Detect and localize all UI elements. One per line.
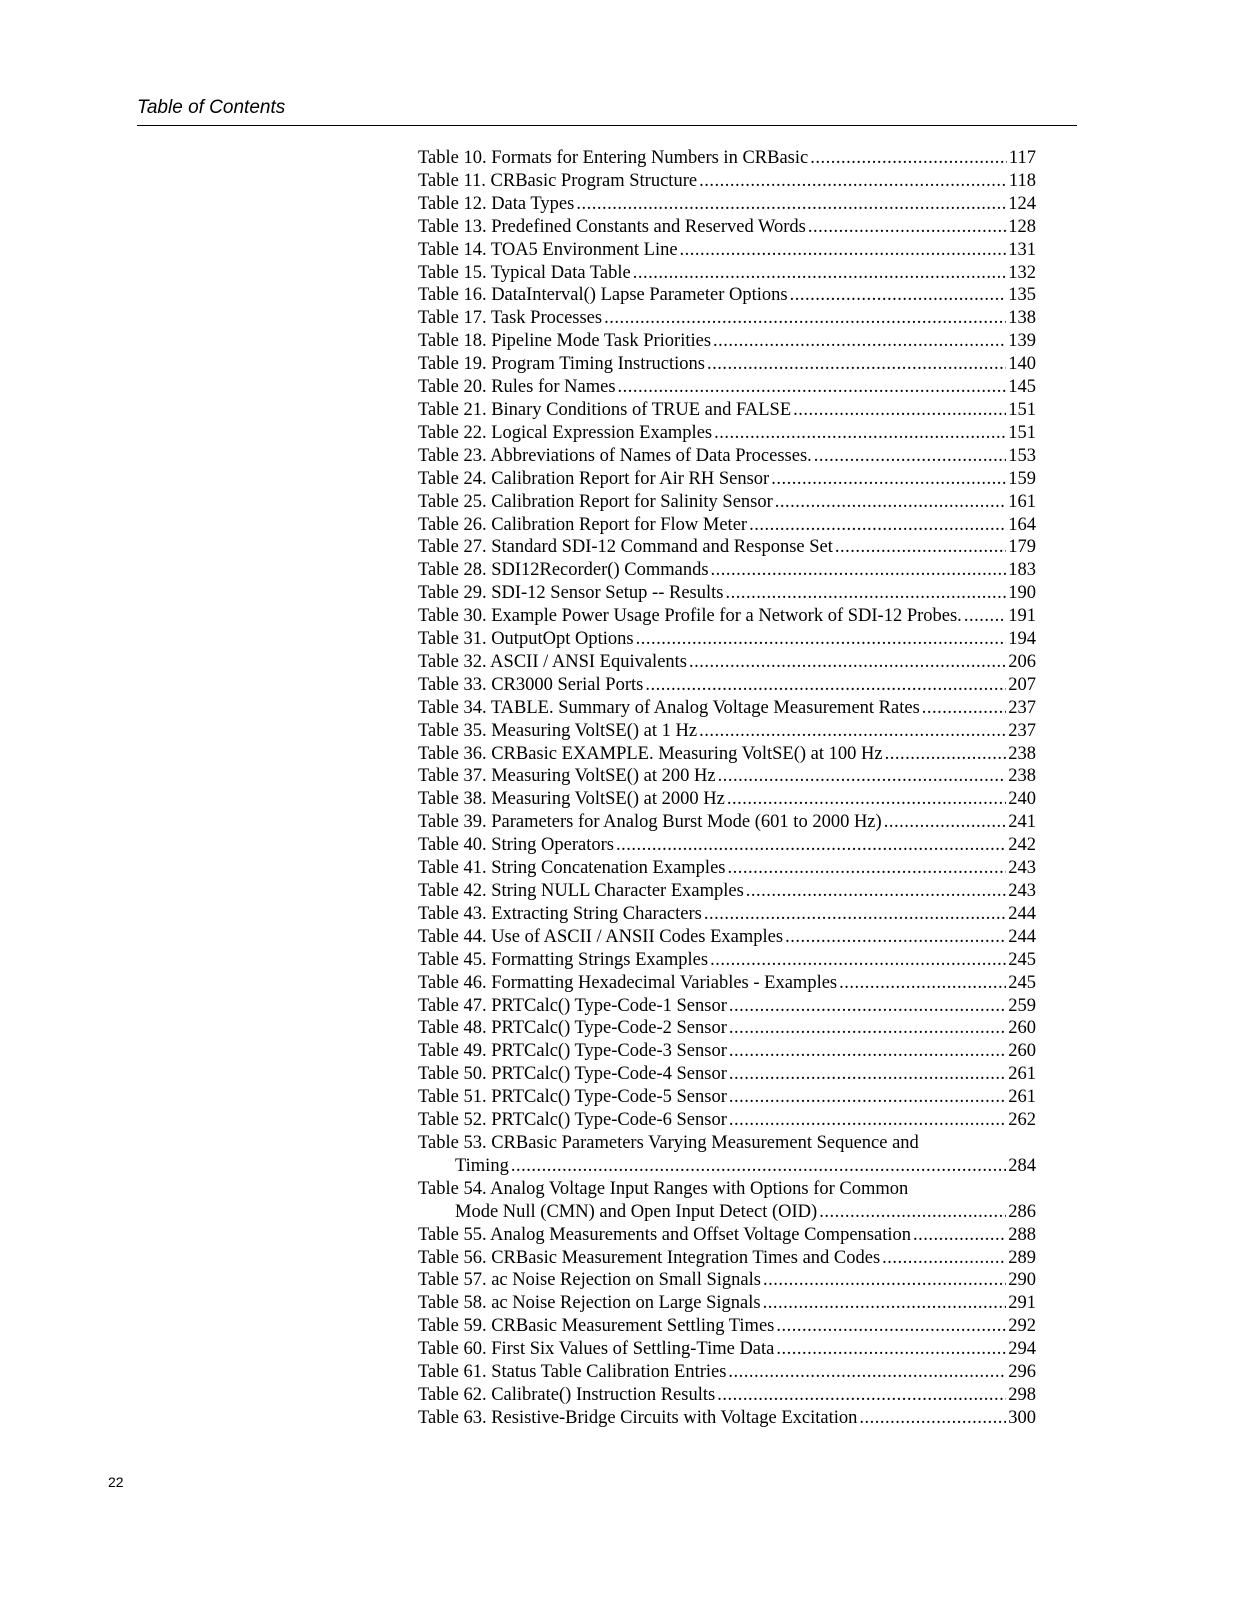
toc-entry[interactable] [418, 1407, 1036, 1430]
toc-entry-page: 238 [1008, 743, 1036, 764]
toc-entry-label: Table 25. Calibration Report for Salinity Sensor [418, 491, 773, 512]
dot-leader [713, 330, 1006, 353]
toc-entry-label: Table 22. Logical Expression Examples [418, 422, 713, 443]
toc-entry-page: 296 [1008, 1362, 1036, 1383]
toc-entry-page: 240 [1008, 789, 1036, 810]
toc-entry[interactable] [418, 445, 1036, 468]
toc-entry-page: 164 [1008, 514, 1036, 535]
toc-entry-page: 161 [1008, 491, 1036, 512]
dot-leader [711, 559, 1007, 582]
toc-entry-page: 131 [1008, 239, 1036, 260]
dot-leader [636, 628, 1007, 651]
toc-entry-page: 237 [1008, 720, 1036, 741]
toc-entry-label: Table 30. Example Power Usage Profile for a Network of SDI-12 Probes. [418, 606, 962, 627]
toc-entry[interactable] [418, 239, 1036, 262]
dot-leader [618, 376, 1007, 399]
toc-entry[interactable] [418, 857, 1036, 880]
toc-entry[interactable] [418, 1315, 1036, 1338]
toc-entry[interactable] [418, 330, 1036, 353]
toc-entry[interactable] [418, 765, 1036, 788]
toc-entry[interactable] [418, 743, 1036, 766]
dot-leader [913, 1224, 1006, 1247]
toc-entry-page: 207 [1008, 674, 1036, 695]
toc-entry-label: Table 37. Measuring VoltSE() at 200 Hz [418, 766, 716, 787]
dot-leader [746, 880, 1006, 903]
page-number: 22 [108, 1474, 124, 1490]
toc-entry-page: 289 [1008, 1247, 1036, 1268]
toc-entry[interactable] [418, 1017, 1036, 1040]
toc-entry[interactable] [418, 216, 1036, 239]
dot-leader [810, 147, 1007, 170]
toc-entry-label: Table 38. Measuring VoltSE() at 2000 Hz [418, 789, 725, 810]
toc-entry-page: 140 [1008, 354, 1036, 375]
toc-entry-label: Table 10. Formats for Entering Numbers in CRBasic [418, 148, 809, 168]
dot-leader [717, 1384, 1006, 1407]
toc-entry-label: Table 27. Standard SDI-12 Command and Response Set [418, 537, 833, 558]
dot-leader [839, 972, 1006, 995]
dot-leader [771, 468, 1006, 491]
toc-entry-page: 194 [1008, 629, 1036, 650]
toc-entry[interactable] [418, 834, 1036, 857]
toc-entry-label: Table 14. TOA5 Environment Line [418, 239, 678, 260]
dot-leader [835, 536, 1006, 559]
toc-entry[interactable] [418, 536, 1036, 559]
toc-entry-page: 284 [1008, 1155, 1036, 1176]
dot-leader [710, 949, 1006, 972]
toc-entry-label: Table 49. PRTCalc() Type-Code-3 Sensor [418, 1041, 727, 1062]
dot-leader [785, 926, 1006, 949]
toc-entry-label-continued: Timing [455, 1155, 509, 1176]
dot-leader [714, 422, 1006, 445]
toc-entry[interactable] [418, 1269, 1036, 1292]
toc-entry-label: Table 53. CRBasic Parameters Varying Measurement Sequence and [418, 1132, 919, 1153]
toc-entry-page: 243 [1008, 858, 1036, 879]
dot-leader [604, 307, 1006, 330]
toc-entry-label: Table 47. PRTCalc() Type-Code-1 Sensor [418, 995, 727, 1016]
toc-entry[interactable] [418, 811, 1036, 834]
toc-entry[interactable] [418, 376, 1036, 399]
toc-entry-page: 128 [1008, 216, 1036, 237]
table-of-contents-list [418, 147, 1036, 1430]
toc-entry[interactable] [418, 628, 1036, 651]
page-header [137, 97, 1077, 126]
toc-entry[interactable] [418, 1040, 1036, 1063]
dot-leader [964, 605, 1006, 628]
dot-leader [576, 193, 1006, 216]
toc-entry[interactable] [418, 1178, 1036, 1224]
dot-leader [729, 1040, 1006, 1063]
toc-entry-label: Table 63. Resistive-Bridge Circuits with Voltage Excitation [418, 1407, 858, 1428]
dot-leader [729, 1017, 1006, 1040]
toc-entry-label: Table 33. CR3000 Serial Ports [418, 674, 644, 695]
toc-entry-page: 288 [1008, 1224, 1036, 1245]
toc-entry-label: Table 16. DataInterval() Lapse Parameter Options [418, 285, 788, 306]
toc-entry[interactable] [418, 1338, 1036, 1361]
toc-entry[interactable] [418, 949, 1036, 972]
toc-entry-page: 261 [1008, 1064, 1036, 1085]
toc-entry[interactable] [418, 353, 1036, 376]
toc-entry-label: Table 28. SDI12Recorder() Commands [418, 560, 709, 581]
toc-entry-page: 190 [1008, 583, 1036, 604]
toc-entry[interactable] [418, 1247, 1036, 1270]
dot-leader [704, 903, 1006, 926]
toc-entry[interactable] [418, 399, 1036, 422]
toc-entry-page: 179 [1008, 537, 1036, 558]
toc-entry-label: Table 55. Analog Measurements and Offset Voltage Compensation [418, 1224, 911, 1245]
dot-leader [616, 834, 1006, 857]
toc-entry-page: 260 [1008, 1018, 1036, 1039]
dot-leader [776, 1338, 1006, 1361]
toc-entry-label: Table 59. CRBasic Measurement Settling Times [418, 1316, 775, 1337]
toc-entry-page: 300 [1008, 1407, 1036, 1428]
toc-entry[interactable] [418, 1086, 1036, 1109]
toc-entry-page: 238 [1008, 766, 1036, 787]
toc-entry-page: 298 [1008, 1384, 1036, 1405]
toc-entry-label: Table 57. ac Noise Rejection on Small Signals [418, 1270, 761, 1291]
toc-entry-label: Table 15. Typical Data Table [418, 262, 631, 283]
toc-entry[interactable] [418, 1063, 1036, 1086]
toc-entry-page: 291 [1008, 1293, 1036, 1314]
toc-entry-label: Table 12. Data Types [418, 193, 575, 214]
toc-entry[interactable] [418, 1361, 1036, 1384]
toc-entry[interactable] [418, 697, 1036, 720]
dot-leader [680, 239, 1007, 262]
toc-entry-label: Table 56. CRBasic Measurement Integration Times and Codes [418, 1247, 881, 1268]
toc-entry-page: 292 [1008, 1316, 1036, 1337]
dot-leader [511, 1155, 1006, 1178]
toc-entry-label: Table 50. PRTCalc() Type-Code-4 Sensor [418, 1064, 727, 1085]
dot-leader [790, 284, 1007, 307]
toc-entry[interactable] [418, 582, 1036, 605]
toc-entry-page: 145 [1008, 377, 1036, 398]
toc-entry-page: 241 [1008, 812, 1036, 833]
toc-entry[interactable] [418, 1109, 1036, 1132]
toc-entry-label: Table 21. Binary Conditions of TRUE and FALSE [418, 399, 792, 420]
toc-entry-page: 261 [1008, 1087, 1036, 1108]
toc-entry-label: Table 26. Calibration Report for Flow Meter [418, 514, 748, 535]
toc-entry-page: 259 [1008, 995, 1036, 1016]
toc-entry-label: Table 42. String NULL Character Examples [418, 881, 744, 901]
toc-entry-label: Table 61. Status Table Calibration Entries [418, 1362, 727, 1383]
toc-entry[interactable] [418, 995, 1036, 1018]
toc-entry-label: Table 41. String Concatenation Examples [418, 858, 726, 879]
dot-leader [727, 788, 1006, 811]
toc-entry-label: Table 48. PRTCalc() Type-Code-2 Sensor [418, 1018, 727, 1039]
toc-entry-label: Table 19. Program Timing Instructions [418, 354, 705, 375]
toc-entry-page: 118 [1008, 170, 1036, 191]
toc-entry[interactable] [418, 605, 1036, 628]
toc-entry[interactable] [418, 491, 1036, 514]
toc-entry[interactable] [418, 170, 1036, 193]
dot-leader [884, 811, 1007, 834]
dot-leader [729, 1109, 1006, 1132]
dot-leader [763, 1292, 1007, 1315]
toc-entry-page: 159 [1008, 468, 1036, 489]
toc-entry[interactable] [418, 1384, 1036, 1407]
toc-entry-page: 135 [1008, 285, 1036, 306]
toc-entry-label: Table 52. PRTCalc() Type-Code-6 Sensor [418, 1110, 727, 1131]
toc-entry-label: Table 36. CRBasic EXAMPLE. Measuring VoltSE() at 100 Hz [418, 743, 883, 764]
dot-leader [729, 1063, 1006, 1086]
toc-entry-page: 138 [1008, 308, 1036, 329]
toc-entry[interactable] [418, 651, 1036, 674]
header-title: Table of Contents [137, 97, 286, 118]
toc-entry-label: Table 40. String Operators [418, 835, 614, 856]
dot-leader [707, 353, 1006, 376]
toc-entry-label: Table 29. SDI-12 Sensor Setup -- Results [418, 583, 724, 604]
dot-leader [729, 1086, 1006, 1109]
toc-entry-page: 237 [1008, 697, 1036, 718]
toc-entry[interactable] [418, 284, 1036, 307]
toc-entry[interactable] [418, 193, 1036, 216]
dot-leader [633, 262, 1007, 285]
toc-entry-label: Table 45. Formatting Strings Examples [418, 949, 709, 970]
toc-entry-page: 191 [1008, 606, 1036, 627]
dot-leader [793, 399, 1006, 422]
toc-entry-page: 117 [1008, 148, 1036, 168]
dot-leader [727, 857, 1006, 880]
toc-entry-label: Table 62. Calibrate() Instruction Results [418, 1384, 716, 1405]
toc-entry-page: 132 [1008, 262, 1036, 283]
toc-entry[interactable] [418, 559, 1036, 582]
toc-entry-label: Table 46. Formatting Hexadecimal Variables - Examples [418, 972, 838, 993]
toc-entry-label: Table 23. Abbreviations of Names of Data Processes. [418, 445, 812, 466]
toc-entry[interactable] [418, 514, 1036, 537]
toc-entry[interactable] [418, 1132, 1036, 1178]
dot-leader [699, 170, 1007, 193]
toc-entry-label: Table 18. Pipeline Mode Task Priorities [418, 331, 712, 352]
toc-entry-page: 294 [1008, 1339, 1036, 1360]
toc-entry-label: Table 20. Rules for Names [418, 377, 616, 398]
toc-entry-page: 183 [1008, 560, 1036, 581]
toc-entry-label: Table 34. TABLE. Summary of Analog Voltage Measurement Rates [418, 697, 920, 718]
dot-leader [882, 1247, 1006, 1270]
toc-entry[interactable] [418, 720, 1036, 743]
toc-entry-page: 242 [1008, 835, 1036, 856]
dot-leader [814, 445, 1006, 468]
dot-leader [776, 1315, 1006, 1338]
toc-entry-page: 290 [1008, 1270, 1036, 1291]
toc-entry-label: Table 13. Predefined Constants and Reserved Words [418, 216, 806, 237]
dot-leader [718, 765, 1007, 788]
toc-entry-label: Table 39. Parameters for Analog Burst Mode (601 to 2000 Hz) [418, 812, 882, 833]
toc-entry-label: Table 24. Calibration Report for Air RH Sensor [418, 468, 770, 489]
dot-leader [729, 995, 1006, 1018]
toc-entry-page: 139 [1008, 331, 1036, 352]
toc-entry[interactable] [418, 147, 1036, 170]
toc-entry-label: Table 54. Analog Voltage Input Ranges with Options for Common [418, 1178, 909, 1199]
toc-entry[interactable] [418, 1224, 1036, 1247]
dot-leader [808, 216, 1006, 239]
dot-leader [859, 1407, 1006, 1430]
toc-entry[interactable] [418, 422, 1036, 445]
toc-entry-label-continued: Mode Null (CMN) and Open Input Detect (OID) [455, 1201, 818, 1222]
toc-entry-label: Table 58. ac Noise Rejection on Large Signals [418, 1293, 761, 1314]
dot-leader [775, 491, 1006, 514]
toc-entry-label: Table 32. ASCII / ANSI Equivalents [418, 651, 687, 672]
dot-leader [885, 743, 1007, 766]
toc-entry-label: Table 44. Use of ASCII / ANSII Codes Examples [418, 926, 784, 947]
toc-entry-page: 151 [1008, 422, 1036, 443]
toc-entry-page: 244 [1008, 926, 1036, 947]
toc-entry-page: 153 [1008, 445, 1036, 466]
toc-entry-label: Table 43. Extracting String Characters [418, 903, 702, 924]
toc-entry-page: 244 [1008, 903, 1036, 924]
toc-entry[interactable] [418, 262, 1036, 285]
toc-entry-page: 245 [1008, 972, 1036, 993]
dot-leader [819, 1201, 1006, 1224]
toc-entry[interactable] [418, 674, 1036, 697]
dot-leader [699, 720, 1006, 743]
toc-entry[interactable] [418, 903, 1036, 926]
toc-entry-page: 260 [1008, 1041, 1036, 1062]
toc-entry-page: 124 [1008, 193, 1036, 214]
toc-entry[interactable] [418, 307, 1036, 330]
toc-entry[interactable] [418, 788, 1036, 811]
toc-entry-page: 151 [1008, 399, 1036, 420]
dot-leader [725, 582, 1006, 605]
dot-leader [749, 514, 1006, 537]
toc-entry-label: Table 35. Measuring VoltSE() at 1 Hz [418, 720, 698, 741]
dot-leader [689, 651, 1006, 674]
toc-entry-page: 243 [1008, 881, 1036, 901]
toc-entry[interactable] [418, 1292, 1036, 1315]
toc-entry-page: 262 [1008, 1110, 1036, 1131]
toc-entry-page: 206 [1008, 651, 1036, 672]
toc-entry[interactable] [418, 926, 1036, 949]
dot-leader [922, 697, 1006, 720]
dot-leader [645, 674, 1006, 697]
toc-entry-label: Table 31. OutputOpt Options [418, 629, 634, 650]
toc-entry[interactable] [418, 468, 1036, 491]
toc-entry-label: Table 51. PRTCalc() Type-Code-5 Sensor [418, 1087, 727, 1108]
dot-leader [763, 1269, 1006, 1292]
toc-entry-page: 286 [1008, 1201, 1036, 1222]
toc-entry[interactable] [418, 880, 1036, 903]
dot-leader [728, 1361, 1006, 1384]
toc-entry-label: Table 17. Task Processes [418, 308, 603, 329]
toc-entry-label: Table 11. CRBasic Program Structure [418, 170, 698, 191]
toc-entry-page: 245 [1008, 949, 1036, 970]
toc-entry[interactable] [418, 972, 1036, 995]
toc-entry-label: Table 60. First Six Values of Settling-Time Data [418, 1339, 775, 1360]
